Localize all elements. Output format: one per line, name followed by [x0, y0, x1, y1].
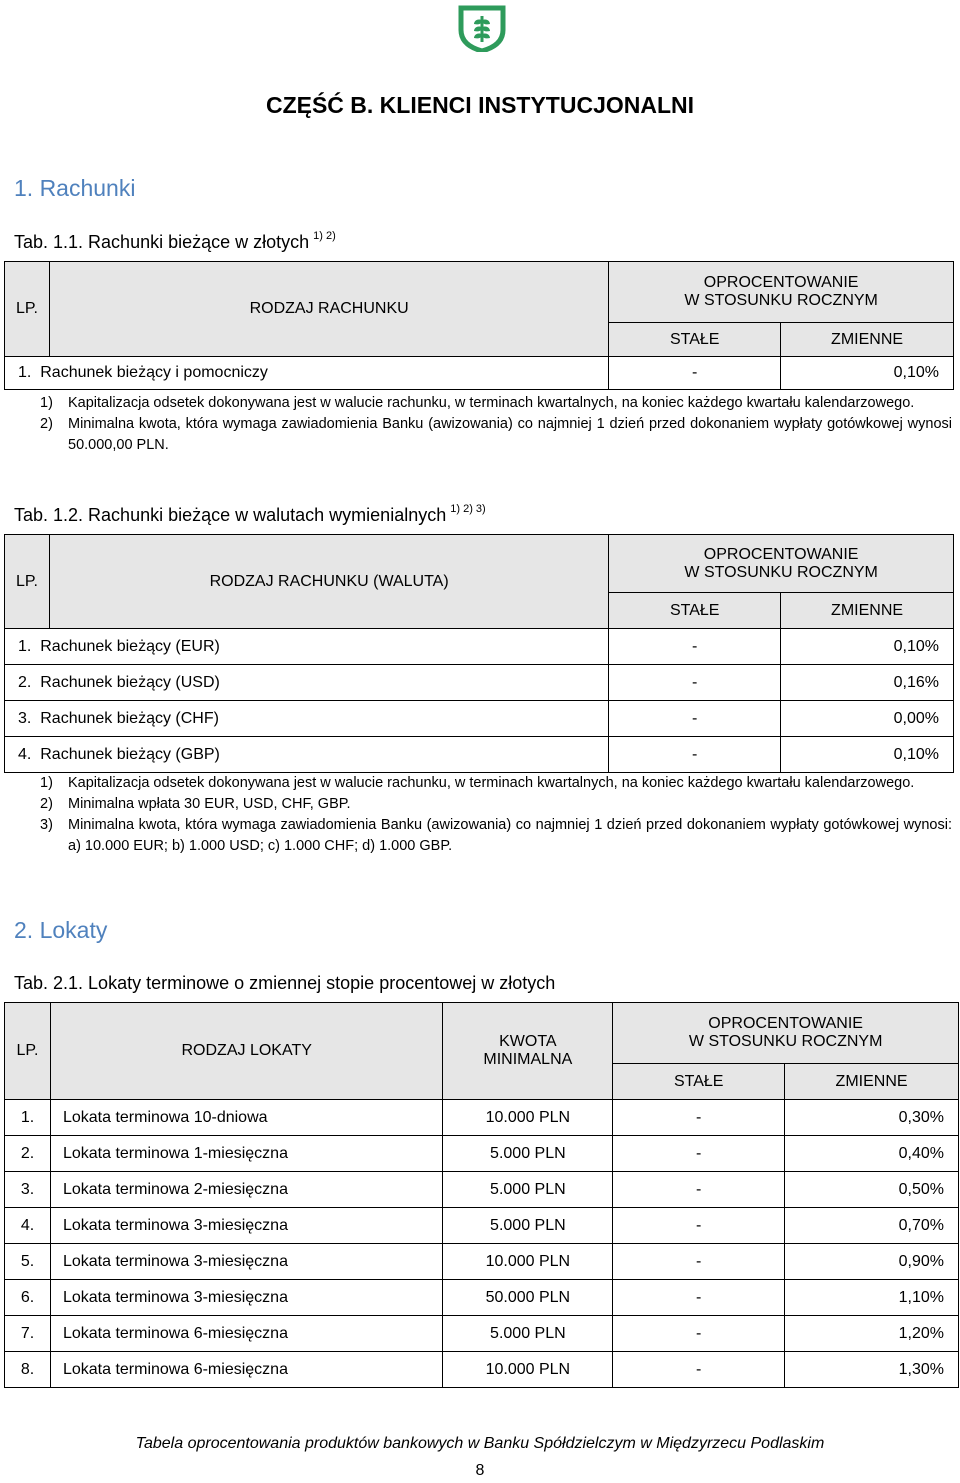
row-number: 2.: [18, 673, 32, 691]
footnote: [40, 794, 952, 815]
cell-fixed: -: [613, 1244, 785, 1280]
cell-variable: 0,00%: [781, 701, 954, 737]
cell-amount: 5.000 PLN: [443, 1208, 613, 1244]
bank-logo: [455, 4, 509, 52]
col-header-lp: LP.: [5, 1003, 51, 1100]
cell-amount: 50.000 PLN: [443, 1280, 613, 1316]
footnote-text: Kapitalizacja odsetek dokonywana jest w walucie rachunku, w terminach kwartalnych, na koniec każdego kwartału kalendarzowego.: [68, 775, 915, 791]
page-number: 8: [475, 1462, 485, 1479]
row-name: Rachunek bieżący i pomocniczy: [40, 364, 268, 381]
section-heading-deposits: 2. Lokaty: [14, 917, 108, 943]
cell-fixed: -: [613, 1172, 785, 1208]
footnote: [40, 773, 952, 794]
col-header-variable: ZMIENNE: [785, 1064, 959, 1100]
row-name: Lokata terminowa 6-miesięczna: [50, 1316, 442, 1352]
row-name: Lokata terminowa 3-miesięczna: [50, 1244, 442, 1280]
cell-variable: 0,50%: [785, 1172, 959, 1208]
col-header-rate-line2: W STOSUNKU ROCZNYM: [684, 292, 878, 309]
footnotes-1-2: [40, 773, 952, 857]
row-number: 6.: [5, 1280, 51, 1316]
cell-fixed: -: [613, 1208, 785, 1244]
row-number: 7.: [5, 1316, 51, 1352]
cell-amount: 5.000 PLN: [443, 1172, 613, 1208]
table-row: [5, 737, 954, 773]
row-label: [5, 665, 609, 701]
cell-fixed: -: [609, 629, 781, 665]
row-number: 1.: [18, 364, 32, 381]
row-name: Rachunek bieżący (CHF): [40, 709, 219, 727]
footnote-text: Minimalna wpłata 30 EUR, USD, CHF, GBP.: [68, 796, 351, 812]
table-row: [5, 1244, 959, 1280]
col-header-rate-line1: OPROCENTOWANIE: [703, 545, 859, 563]
table-title-1-2: [14, 505, 486, 526]
row-label: [5, 357, 609, 390]
footnote-refs: 1) 2) 3): [450, 503, 486, 515]
row-name: Rachunek bieżący (GBP): [40, 745, 220, 763]
col-header-amount-line2: MINIMALNA: [483, 1051, 573, 1068]
cell-variable: 0,90%: [785, 1244, 959, 1280]
row-label: [5, 737, 609, 773]
cell-fixed: -: [613, 1316, 785, 1352]
row-number: 1.: [5, 1100, 51, 1136]
table-row: [5, 665, 954, 701]
row-number: 5.: [5, 1244, 51, 1280]
table-title-text: Tab. 1.1. Rachunki bieżące w złotych: [14, 232, 310, 252]
cell-variable: 1,10%: [785, 1280, 959, 1316]
row-name: Lokata terminowa 2-miesięczna: [50, 1172, 442, 1208]
col-header-rate: [609, 535, 954, 593]
table-row: [5, 1172, 959, 1208]
row-name: Lokata terminowa 6-miesięczna: [50, 1352, 442, 1388]
cell-variable: 0,10%: [781, 737, 954, 773]
cell-amount: 10.000 PLN: [443, 1352, 613, 1388]
footnotes-1-1: [40, 393, 952, 456]
row-number: 4.: [18, 745, 32, 763]
col-header-rate-line1: OPROCENTOWANIE: [703, 274, 859, 291]
footnote-number: 2): [40, 416, 53, 432]
table-row: [5, 629, 954, 665]
cell-variable: 0,70%: [785, 1208, 959, 1244]
cell-variable: 1,30%: [785, 1352, 959, 1388]
row-name: Rachunek bieżący (EUR): [40, 637, 220, 655]
row-name: Rachunek bieżący (USD): [40, 673, 220, 691]
col-header-lp: LP.: [5, 262, 50, 357]
footnote-text: Minimalna kwota, która wymaga zawiadomienia Banku (awizowania) co najmniej 1 dzień przed dokonaniem wypłaty gotówkowej wynosi: a) 10.000 EUR; b) 1.000 USD; c) 1.000 CHF; d) 1.000 GBP.: [68, 817, 952, 854]
col-header-rate-line1: OPROCENTOWANIE: [708, 1015, 863, 1032]
col-header-amount-line1: KWOTA: [499, 1033, 557, 1050]
cell-fixed: -: [613, 1100, 785, 1136]
col-header-type: RODZAJ LOKATY: [50, 1003, 442, 1100]
section-heading-accounts: 1. Rachunki: [14, 175, 136, 201]
row-label: [5, 701, 609, 737]
cell-amount: 10.000 PLN: [443, 1100, 613, 1136]
cell-amount: 5.000 PLN: [443, 1136, 613, 1172]
cell-fixed: -: [613, 1352, 785, 1388]
cell-fixed: -: [609, 357, 781, 390]
table-title-text: Tab. 1.2. Rachunki bieżące w walutach wymienialnych: [14, 505, 447, 525]
footnote-refs: 1) 2): [313, 230, 336, 242]
col-header-rate: [609, 262, 954, 323]
cell-fixed: -: [609, 737, 781, 773]
col-header-fixed: STAŁE: [609, 323, 781, 357]
row-name: Lokata terminowa 3-miesięczna: [50, 1280, 442, 1316]
col-header-type: RODZAJ RACHUNKU: [49, 262, 608, 357]
footnote-number: 1): [40, 395, 53, 411]
row-number: 3.: [5, 1172, 51, 1208]
table-title-1-1: [14, 232, 336, 253]
part-title: CZĘŚĆ B. KLIENCI INSTYTUCJONALNI: [265, 92, 695, 118]
table-current-accounts-fx: [4, 534, 954, 773]
row-name: Lokata terminowa 1-miesięczna: [50, 1136, 442, 1172]
cell-variable: 0,16%: [781, 665, 954, 701]
cell-variable: 0,10%: [781, 357, 954, 390]
row-label: [5, 629, 609, 665]
col-header-fixed: STAŁE: [613, 1064, 785, 1100]
col-header-variable: ZMIENNE: [781, 593, 954, 629]
cell-amount: 10.000 PLN: [443, 1244, 613, 1280]
footnote-text: Minimalna kwota, która wymaga zawiadomienia Banku (awizowania) co najmniej 1 dzień przed dokonaniem wypłaty gotówkowej wynosi 50.000,00 PLN.: [68, 416, 952, 453]
table-row: [5, 357, 954, 390]
row-number: 3.: [18, 709, 32, 727]
cell-variable: 0,30%: [785, 1100, 959, 1136]
col-header-variable: ZMIENNE: [781, 323, 954, 357]
cell-variable: 0,10%: [781, 629, 954, 665]
table-current-accounts-pln: [4, 261, 954, 390]
row-name: Lokata terminowa 10-dniowa: [50, 1100, 442, 1136]
row-number: 1.: [18, 637, 32, 655]
table-row: [5, 1136, 959, 1172]
table-row: [5, 1208, 959, 1244]
footnote: [40, 414, 952, 456]
footnote-text: Kapitalizacja odsetek dokonywana jest w walucie rachunku, w terminach kwartalnych, na koniec każdego kwartału kalendarzowego.: [68, 395, 915, 411]
footnote: [40, 393, 952, 414]
col-header-type: RODZAJ RACHUNKU (WALUTA): [49, 535, 608, 629]
page-footer: Tabela oprocentowania produktów bankowych w Banku Spółdzielczym w Międzyrzecu Podlaskim: [135, 1435, 825, 1452]
table-row: [5, 1316, 959, 1352]
cell-fixed: -: [609, 665, 781, 701]
table-row: [5, 1280, 959, 1316]
col-header-lp: LP.: [5, 535, 50, 629]
cell-fixed: -: [613, 1280, 785, 1316]
row-number: 8.: [5, 1352, 51, 1388]
cell-fixed: -: [609, 701, 781, 737]
col-header-amount: [443, 1003, 613, 1100]
col-header-rate-line2: W STOSUNKU ROCZNYM: [688, 1033, 883, 1050]
footnote: [40, 815, 952, 857]
col-header-rate: [613, 1003, 959, 1064]
cell-amount: 5.000 PLN: [443, 1316, 613, 1352]
table-term-deposits: [4, 1002, 959, 1388]
footnote-number: 3): [40, 817, 53, 833]
row-name: Lokata terminowa 3-miesięczna: [50, 1208, 442, 1244]
row-number: 2.: [5, 1136, 51, 1172]
col-header-fixed: STAŁE: [609, 593, 781, 629]
row-number: 4.: [5, 1208, 51, 1244]
table-row: [5, 1100, 959, 1136]
table-row: [5, 1352, 959, 1388]
cell-fixed: -: [613, 1136, 785, 1172]
footnote-number: 2): [40, 796, 53, 812]
table-row: [5, 701, 954, 737]
footnote-number: 1): [40, 775, 53, 791]
cell-variable: 0,40%: [785, 1136, 959, 1172]
cell-variable: 1,20%: [785, 1316, 959, 1352]
col-header-rate-line2: W STOSUNKU ROCZNYM: [684, 563, 878, 581]
table-title-2-1: Tab. 2.1. Lokaty terminowe o zmiennej stopie procentowej w złotych: [14, 973, 556, 993]
